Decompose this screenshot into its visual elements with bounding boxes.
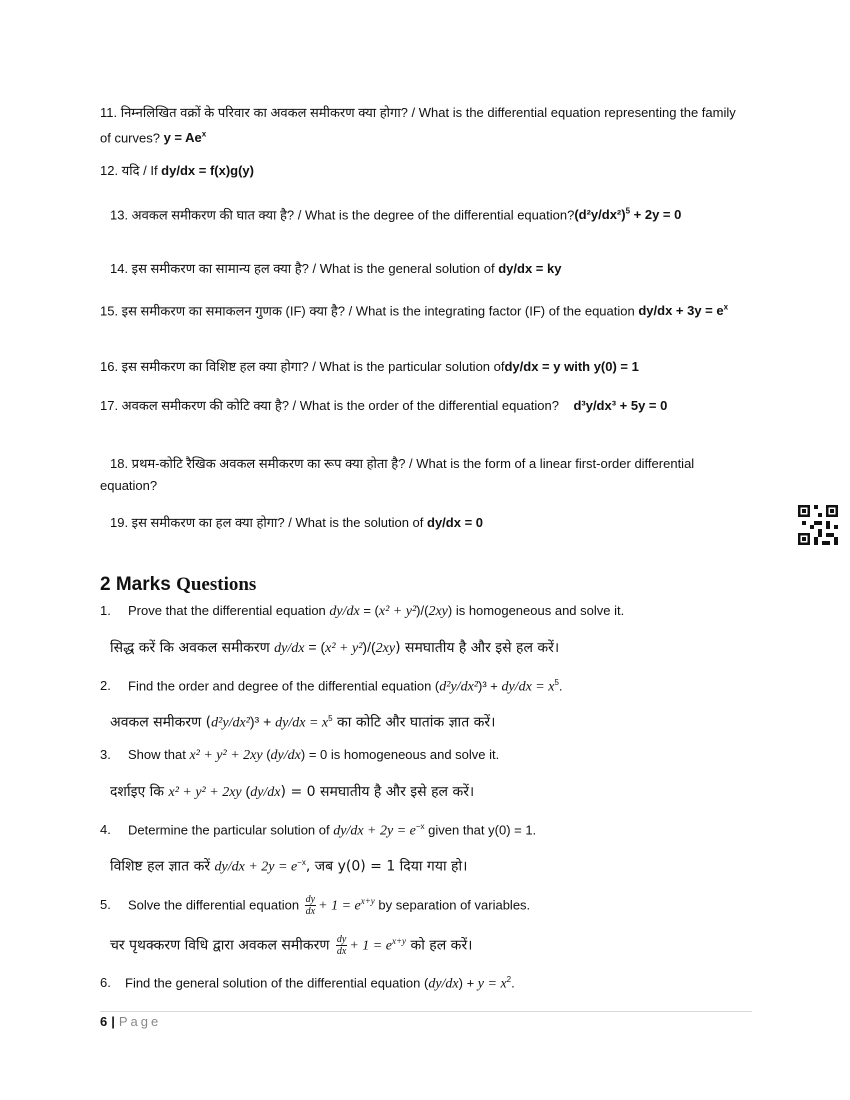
marks2-question-3-hindi: दर्शाइए कि x² + y² + 2xy (dy/dx) = 0 समघातीय है और इसे हल करें। (110, 783, 475, 800)
question-11 (100, 102, 750, 149)
q13-equation: $(d^2y/dx^2)^5 + 2y = 0$ (574, 207, 682, 223)
question-16: 16. इस समीकरण का विशिष्ट हल क्या होगा? / What is the particular solution ofdy/dx = y with y(0) = 1 (100, 359, 639, 374)
question-19: 19. इस समीकरण का हल क्या होगा? / What is the solution of dy/dx = 0 (110, 515, 484, 530)
q11-equation: $y = Ae^x$ (163, 130, 207, 146)
fraction-dy-dx: $\frac{dy}{dx}$ (305, 894, 316, 918)
footer-divider (100, 1011, 752, 1012)
q19-equation: dy/dx = 0 (427, 515, 484, 530)
question-18: 18. प्रथम-कोटि रैखिक अवकल समीकरण का रूप क्या होता है? / What is the form of a linear first-order differential equation? (100, 456, 695, 493)
q17-equation: d³y/dx³ + 5y = 0 (573, 398, 668, 413)
q15-equation: $dy/dx + 3y = e^x$ (638, 303, 729, 319)
question-12: 12. यदि / If dy/dx = f(x)g(y) (100, 163, 254, 178)
section-heading: 2 Marks Questions (100, 574, 257, 595)
marks2-question-2-hindi: अवकल समीकरण $(d^2y/dx^2)^3 + dy/dx = x^5$ का कोटि और घातांक ज्ञात करें। (110, 713, 496, 731)
page-number: 6 (100, 1014, 108, 1029)
q11-text: 11. निम्नलिखित वक्रों के परिवार का अवकल समीकरण क्या होगा? / What is the differential equation representing the family of curves? (100, 105, 736, 146)
marks2-question-4: 4. Determine the particular solution of $dy/dx + 2y = e^{-x}$ given that y(0) = 1. (100, 822, 537, 839)
marks2-question-3: 3. Show that x² + y² + 2xy (dy/dx) = 0 is homogeneous and solve it. (100, 747, 500, 763)
marks2-question-5-hindi: चर पृथक्करण विधि द्वारा अवकल समीकरण $\frac{dy}{dx}$ + $1 = e^{x+y}$ को हल करें। (110, 934, 473, 958)
qr-code-icon (798, 505, 838, 545)
question-15: 15. इस समीकरण का समाकलन गुणक (IF) क्या है? / What is the integrating factor (IF) of the equation $dy/dx + 3y = e^x$ (100, 303, 729, 319)
question-17: 17. अवकल समीकरण की कोटि क्या है? / What is the order of the differential equation? d³y/dx³ + 5y = 0 (100, 398, 668, 413)
marks2-question-1-hindi: सिद्ध करें कि अवकल समीकरण dy/dx = (x² + y²)/(2xy) समघातीय है और इसे हल करें। (110, 639, 560, 656)
question-13: 13. अवकल समीकरण की घात क्या है? / What is the degree of the differential $equation?(d^2y/dx^2)^5 + 2y = 0$ (110, 207, 682, 223)
q14-equation: dy/dx = ky (498, 261, 562, 276)
q12-equation: dy/dx = f(x)g(y) (161, 163, 254, 178)
marks2-question-5: 5. Solve the differential equation $\frac{dy}{dx}$ + $1 = e^{x+y}$ by separation of variables. (100, 894, 531, 918)
marks2-question-2: 2. Find the order and degree of the differential equation $(d^2y/dx^2)^3 + dy/dx = x^5$. (100, 678, 563, 695)
marks2-question-6: 6. Find the general solution of the differential equation $(dy/dx) + y = x^2$. (100, 975, 515, 992)
q16-equation: dy/dx = y with y(0) = 1 (504, 359, 639, 374)
fraction-dy-dx-hindi: $\frac{dy}{dx}$ (336, 934, 347, 958)
marks2-question-4-hindi: विशिष्ट हल ज्ञात करें $dy/dx + 2y = e^{-x}$, जब y(0) = 1 दिया गया हो। (110, 858, 468, 875)
question-14: 14. इस समीकरण का सामान्य हल क्या है? / What is the general solution of dy/dx = ky (110, 261, 562, 276)
marks2-question-1: 1. Prove that the differential equation dy/dx = (x² + y²)/(2xy) is homogeneous and solve it. (100, 603, 625, 619)
page-footer: 6 | Page (100, 1014, 162, 1029)
